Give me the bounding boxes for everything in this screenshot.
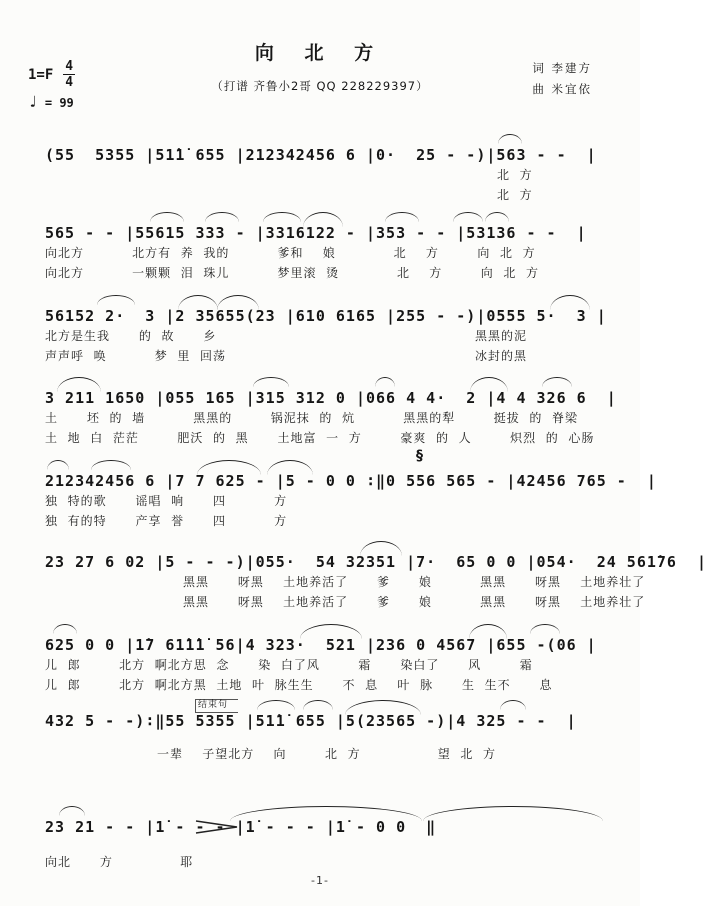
slur-arc (500, 700, 526, 710)
slur-arc (53, 624, 77, 634)
lyric-line: 土 坯 的 墙 黑黑的 锅泥抹 的 炕 黑黑的犁 挺拔 的 脊梁 (45, 411, 578, 425)
ending-phrase-label: 结束句 (195, 699, 238, 713)
lyric-line-right: 黑黑的泥 (475, 329, 528, 343)
lyric-line: 黑黑 呀黑 土地养活了 爹 娘 黑黑 呀黑 土地养壮了 (183, 575, 646, 589)
music-system-8 (45, 700, 625, 763)
quarter-note-icon: ♩ (28, 92, 38, 111)
music-system-2 (45, 212, 625, 283)
slur-arc (97, 295, 135, 305)
lyric-line: 儿 郎 北方 啊北方思 念 染 白了风 霜 染白了 风 霜 (45, 658, 533, 672)
notation-line: 625 0 0 |1̇7 61̇1̇1̇ 56|4 323· 521 |236 0 4567 |655 -(06 | (45, 636, 597, 654)
notation-line: 23 27 6 02 |5 - - -)|055· 54 32351 |7· 65 0 0 |054· 24 561̇76 | (45, 553, 707, 571)
lyric-line: 土 地 白 茫茫 肥沃 的 黑 土地富 一 方 豪爽 的 人 炽烈 的 心肠 (45, 431, 595, 446)
lyricist-credit: 词 李建方 (532, 61, 592, 75)
lyric-line: 儿 郎 北方 啊北方黑 土地 叶 脉生生 不 息 叶 脉 生 生不 息 (45, 678, 553, 693)
slur-arc (303, 700, 333, 710)
lyric-line: 黑黑 呀黑 土地养活了 爹 娘 黑黑 呀黑 土地养壮了 (183, 595, 646, 610)
music-system-9 (45, 806, 625, 871)
slur-arc (257, 700, 295, 710)
slur-arc (150, 212, 184, 222)
lyric-line-right: 冰封的黑 (475, 349, 528, 364)
slur-arc (47, 460, 69, 470)
slur-arc (530, 624, 560, 634)
music-system-3 (45, 295, 625, 366)
notation-line: (55 5355 |51̇1̇ 655 |212342456 6 |0· 25 - -)|563 - - | (45, 146, 597, 164)
time-signature-bottom: 4 (65, 75, 74, 90)
music-system-6 (45, 541, 707, 612)
slur-arc (205, 212, 239, 222)
lyric-line: 独 有的特 产享 誉 四 方 (45, 514, 288, 529)
music-system-7 (45, 624, 625, 695)
time-signature-top: 4 (65, 59, 74, 74)
lyric-line: 北方是生我 的 故 乡 黑黑的泥 (45, 328, 625, 345)
slur-arc (498, 134, 522, 144)
notation-line: 3 211 1650 |055 165 |315 312 0 |066 4 4· 2 |4 4 326 6 | (45, 389, 617, 407)
slur-arc (263, 212, 301, 222)
lyric-line: 向北 方 耶 (45, 855, 194, 869)
slur-arc (253, 377, 289, 387)
lyric-line: 独 特的歌 谣唱 响 四 方 (45, 494, 288, 508)
slur-arc (375, 377, 395, 387)
slur-arc (542, 377, 572, 387)
page-number: -1- (311, 874, 329, 887)
lyric-line: 声声呼 唤 梦 里 回荡 冰封的黑 (45, 348, 625, 365)
notation-line: 23 21 - - |1̇ - - - |1̇ - - - |1̇ - 0 0 ‖ (45, 818, 437, 836)
notation-line: 212342456 6 |7 7 625 - |5 - 0 0 ∶‖0 556 565 - |42456 765 - | (45, 472, 657, 490)
transcriber-subtitle: （打谱 齐鲁小2哥 QQ 228229397） (211, 79, 429, 93)
slur-arc (59, 806, 85, 816)
credits (532, 58, 592, 99)
key-label: 1=F (28, 66, 54, 83)
music-system-4 (45, 377, 625, 448)
decrescendo-hairpin-icon (195, 820, 239, 834)
lyric-line: 向北方 北方有 养 我的 爹和 娘 北 方 向 北 方 (45, 246, 536, 260)
slur-arc (485, 212, 509, 222)
notation-line: 565 - - |55615 333 - |3316122 - |353 - - |53136 - - | (45, 224, 587, 242)
slur-arc (385, 212, 419, 222)
lyric-line: 北 方 (497, 188, 533, 203)
music-system-1 (45, 134, 625, 205)
lyric-line: 向北方 一颗颗 泪 珠儿 梦里滚 烫 北 方 向 北 方 (45, 266, 539, 281)
notation-line: 432 5 - -)∶‖55 5355 |51̇1̇ 655 |5(23565 -)|4 325 - - | (45, 712, 577, 730)
song-title: 向 北 方 (254, 42, 386, 64)
music-system-5 (45, 448, 657, 531)
tempo-value: = 99 (44, 96, 74, 110)
tempo-marking (28, 92, 74, 111)
notation-line: 56152 2· 3 |2 35655(23 |610 6165 |255 - -)|0555 5· 3 | (45, 307, 607, 325)
slur-arc (453, 212, 483, 222)
composer-credit: 曲 米宜依 (532, 81, 592, 96)
segno-icon: § (416, 448, 423, 464)
lyric-line: 一辈 子望北方 向 北 方 望 北 方 (157, 747, 496, 761)
lyric-line: 北 方 (497, 168, 533, 182)
slur-arc (91, 460, 131, 470)
